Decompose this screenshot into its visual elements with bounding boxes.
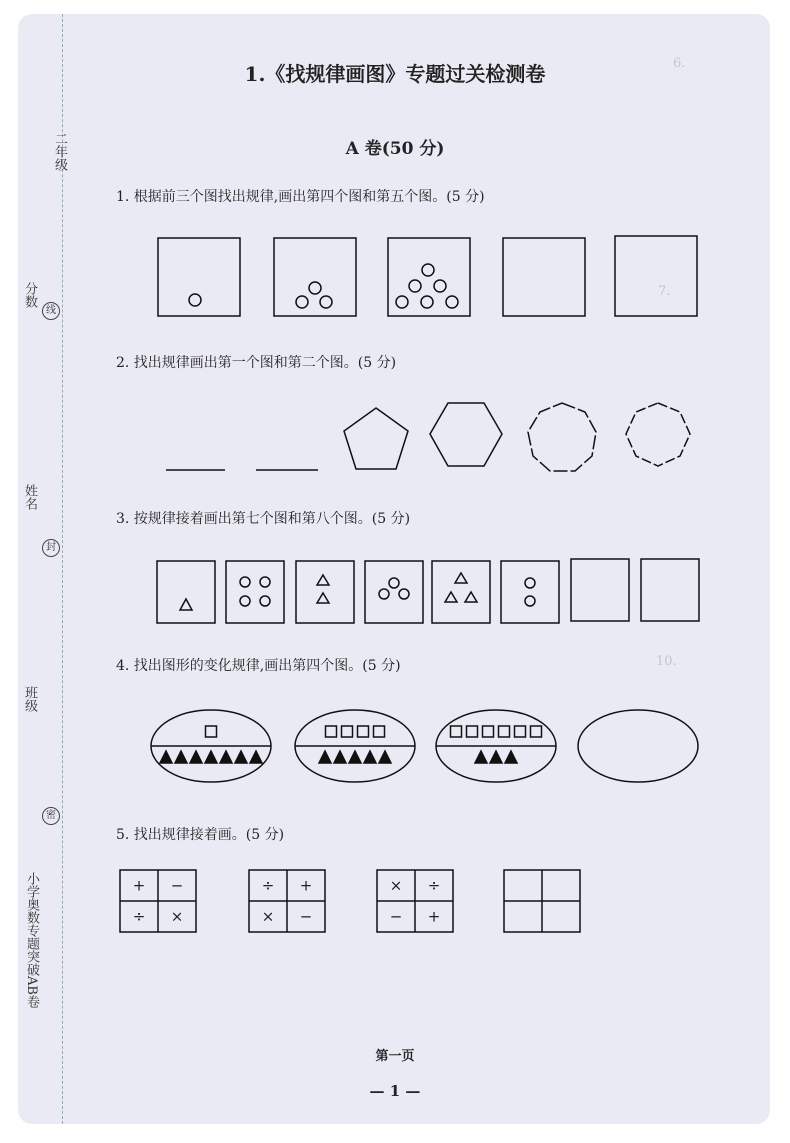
operator-symbol: ÷	[427, 876, 441, 895]
circle-shape	[240, 577, 250, 587]
q2-figures	[166, 403, 690, 471]
triangle-shape	[317, 575, 329, 585]
circle-shape	[309, 282, 321, 294]
octagon-shape	[626, 403, 690, 466]
filled-triangle-shape	[349, 751, 361, 763]
operator-symbol: −	[389, 907, 403, 926]
circle-shape	[296, 296, 308, 308]
q3-box	[432, 561, 490, 623]
filled-triangle-shape	[319, 751, 331, 763]
circle-shape	[409, 280, 421, 292]
square-shape	[531, 726, 542, 737]
secret-seal: 密	[42, 807, 60, 825]
circle-shape	[421, 296, 433, 308]
triangle-shape	[317, 593, 329, 603]
filled-triangle-shape	[490, 751, 502, 763]
operator-symbol: −	[299, 907, 313, 926]
square-shape	[326, 726, 337, 737]
operator-symbol: ÷	[132, 907, 146, 926]
square-shape	[451, 726, 462, 737]
bleed-text: 7.	[658, 284, 671, 299]
q3-box	[226, 561, 284, 623]
filled-triangle-shape	[235, 751, 247, 763]
circle-shape	[260, 577, 270, 587]
square-shape	[342, 726, 353, 737]
triangle-shape	[455, 573, 467, 583]
question-2-label: 2. 找出规律画出第一个图和第二个图。(5 分)	[116, 355, 397, 371]
q3-box	[365, 561, 423, 623]
triangle-shape	[180, 599, 192, 610]
bleed-text: 10.	[656, 654, 677, 669]
operator-symbol: +	[299, 876, 313, 895]
question-1-label: 1. 根据前三个图找出规律,画出第四个图和第五个图。(5 分)	[116, 189, 485, 205]
q1-box-2	[274, 238, 356, 316]
filled-triangle-shape	[220, 751, 232, 763]
triangle-shape	[465, 592, 477, 602]
filled-triangle-shape	[505, 751, 517, 763]
square-shape	[374, 726, 385, 737]
square-shape	[515, 726, 526, 737]
filled-triangle-shape	[205, 751, 217, 763]
circle-shape	[434, 280, 446, 292]
question-5-label: 5. 找出规律接着画。(5 分)	[116, 827, 285, 843]
q1-answer-box-5[interactable]	[615, 236, 697, 316]
filled-triangle-shape	[175, 751, 187, 763]
q3-answer-box-7[interactable]	[571, 559, 629, 621]
operator-symbol: ×	[389, 876, 403, 895]
page-title: 1.《找规律画图》专题过关检测卷	[244, 62, 546, 86]
q3-box	[296, 561, 354, 623]
filled-triangle-shape	[190, 751, 202, 763]
filled-triangle-shape	[334, 751, 346, 763]
operator-symbol: +	[132, 876, 146, 895]
grade-label: 二年级	[52, 132, 67, 171]
filled-triangle-shape	[364, 751, 376, 763]
circle-shape	[446, 296, 458, 308]
circle-shape	[260, 596, 270, 606]
q1-figures	[158, 236, 697, 316]
q5-figures	[120, 870, 580, 932]
class-label: 班级	[22, 686, 37, 712]
circle-shape	[396, 296, 408, 308]
fold-seal: 封	[42, 539, 60, 557]
question-3-label: 3. 按规律接着画出第七个图和第八个图。(5 分)	[116, 511, 411, 527]
square-shape	[206, 726, 217, 737]
hexagon-shape	[430, 403, 502, 466]
q1-answer-box-4[interactable]	[503, 238, 585, 316]
pentagon-shape	[344, 408, 408, 469]
book-title: 小学奥数专题突破AB卷	[24, 872, 39, 1008]
name-label: 姓名	[22, 484, 37, 510]
circle-shape	[399, 589, 409, 599]
triangle-shape	[445, 592, 457, 602]
circle-shape	[422, 264, 434, 276]
circle-shape	[240, 596, 250, 606]
q3-box	[501, 561, 559, 623]
section-title: A 卷(50 分)	[345, 139, 445, 159]
operator-symbol: ×	[261, 907, 275, 926]
square-shape	[358, 726, 369, 737]
operator-symbol: ×	[170, 907, 184, 926]
page-number: — 1 —	[369, 1082, 421, 1100]
q4-figures	[151, 710, 698, 782]
operator-symbol: −	[170, 876, 184, 895]
circle-shape	[525, 596, 535, 606]
circle-shape	[389, 578, 399, 588]
square-shape	[499, 726, 510, 737]
q3-answer-box-8[interactable]	[641, 559, 699, 621]
question-4-label: 4. 找出图形的变化规律,画出第四个图。(5 分)	[116, 658, 401, 674]
nonagon-shape	[528, 403, 596, 471]
q3-figures	[157, 559, 699, 623]
square-shape	[483, 726, 494, 737]
q3-box	[157, 561, 215, 623]
filled-triangle-shape	[475, 751, 487, 763]
score-label: 分数	[22, 282, 37, 308]
filled-triangle-shape	[379, 751, 391, 763]
operator-symbol: +	[427, 907, 441, 926]
circle-shape	[379, 589, 389, 599]
page-label: 第一页	[375, 1049, 415, 1064]
operator-symbol: ÷	[261, 876, 275, 895]
bleed-text: 6.	[673, 56, 686, 71]
q4-answer-oval[interactable]	[578, 710, 698, 782]
filled-triangle-shape	[250, 751, 262, 763]
circle-shape	[189, 294, 201, 306]
filled-triangle-shape	[160, 751, 172, 763]
line-seal: 线	[42, 302, 60, 320]
square-shape	[467, 726, 478, 737]
circle-shape	[320, 296, 332, 308]
circle-shape	[525, 578, 535, 588]
